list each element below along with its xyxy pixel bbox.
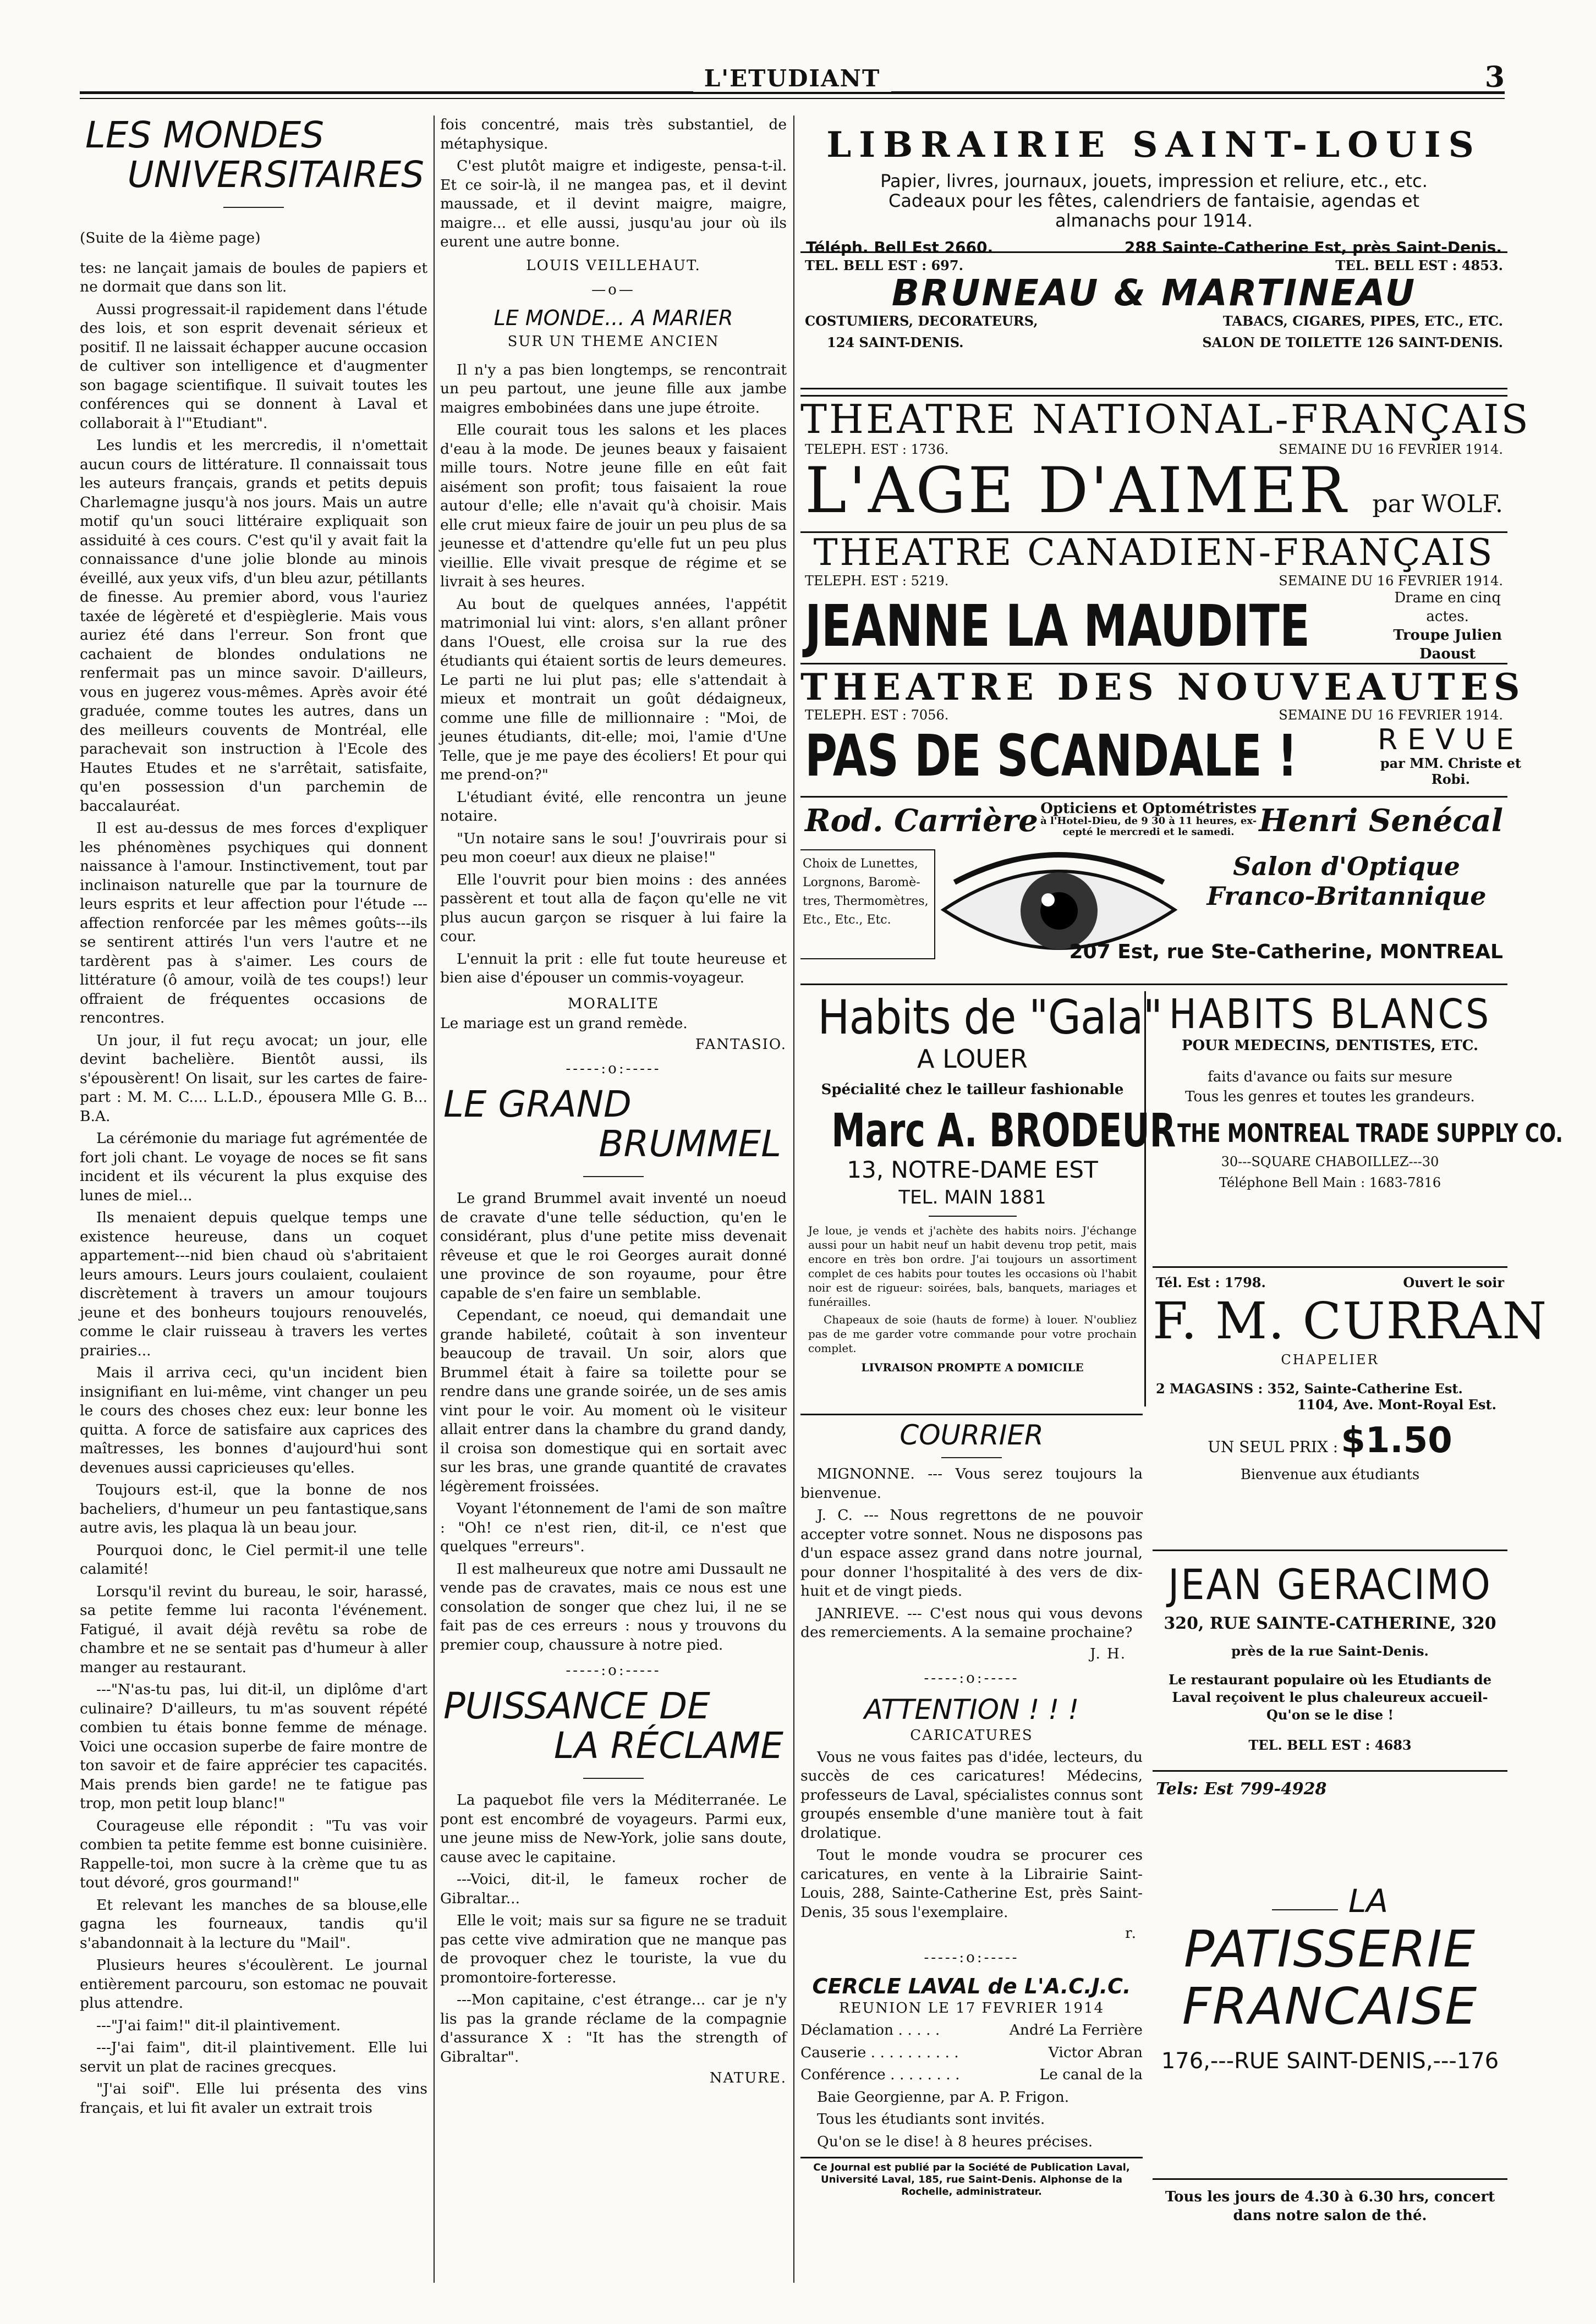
curran-stores2: 1104, Ave. Mont-Royal Est. xyxy=(1297,1397,1496,1413)
signature: FANTASIO. xyxy=(695,1036,787,1053)
theatre-national-week: SEMAINE DU 16 FEVRIER 1914. xyxy=(1279,442,1503,457)
courrier-item: J. C. --- Nous regrettons de ne pouvoir accepter votre sonnet. Nous ne disposons pas d'un espace assez grand dans notre journal, pour donner l'hospitalité à des vers de dix-huit et de vingt pieds. xyxy=(800,1507,1143,1600)
theatre-nouveautes-play: PAS DE SCANDALE ! xyxy=(805,722,1298,789)
column-middle xyxy=(440,116,787,2283)
article-paragraph: "J'ai soif". Elle lui présenta des vins français, et lui fit avaler un extrait trois xyxy=(80,2080,427,2117)
moralite-text: Le mariage est un grand remède. xyxy=(440,1014,688,1032)
gala-livraison: LIVRAISON PROMPTE A DOMICILE xyxy=(861,1361,1084,1374)
article-paragraph: Cependant, ce noeud, qui demandait une grande habileté, coûtait à son inventeur beaucoup de travail. Un soir, alors que Brummel était à faire sa toilette pour se rendre dans une grande soirée, un de ses amis vint pour le voir. Au moment où le visiteur allait entrer dans la chambre du grand dandy, il croisa son domestique qui en sortait avec sur les bras, une grande quantité de cravates légèrement froissées. xyxy=(440,1307,787,1495)
curran-price-label: UN SEUL PRIX : xyxy=(1208,1438,1339,1456)
article-title-line1: LES MONDES xyxy=(85,114,325,156)
theatre-canadien-play-row xyxy=(800,589,1507,663)
gala-body: Je loue, je vends et j'achète des habits noirs. J'échange aussi pour un habit neuf un habit devenu trop petit, mais encore en très bon ordre. J'ai toujours un assortiment complet de ces habits pour toutes les occasions où l'habit noir est de rigueur: soirées, bals, banquets, mariages et funérailles. xyxy=(808,1224,1137,1309)
article-paragraph: Aussi progressait-il rapidement dans l'étude des lois, et son esprit devenait sérieux et positif. Il ne laissait échapper aucune occasion de cultiver son intelligence et d'augmenter son bagage scientifique. Il suivait toutes les conférences qui se donnent à Laval et collaborait à l'"Etudiant". xyxy=(80,300,427,432)
ad-theatre-nouveautes xyxy=(800,666,1526,798)
optique-salon-line1: Salon d'Optique xyxy=(1233,851,1460,881)
librairie-name: LIBRAIRIE SAINT-LOUIS xyxy=(826,124,1482,166)
theatre-nouveautes-details xyxy=(1378,724,1523,787)
ad-theatre-national xyxy=(800,395,1531,533)
curran-top-row xyxy=(1153,1274,1507,1290)
cercle-row-value: André La Ferrière xyxy=(1009,2021,1143,2039)
curran-price-row xyxy=(1153,1420,1507,1461)
masthead-rule-thin xyxy=(80,98,1505,99)
ad-curran xyxy=(1153,1268,1548,1551)
optique-center-line3: cepté le mercredi et le samedi. xyxy=(1062,826,1235,838)
optique-item: tres, Thermomètres, xyxy=(803,894,929,908)
article-paragraph: ---Voici, dit-il, le fameux rocher de Gibraltar... xyxy=(440,1871,787,1907)
optique-center-line2: à l'Hotel-Dieu, de 9 30 à 11 heures, ex- xyxy=(1040,815,1257,827)
separator: -----:o:----- xyxy=(924,1669,1019,1686)
article-paragraph: ---J'ai faim", dit-il plaintivement. Elle lui servit un plat de racines grecques. xyxy=(80,2039,427,2075)
article-paragraph: Pourquoi donc, le Ciel permit-il une telle calamité! xyxy=(80,1541,427,1578)
ad-theatre-canadien xyxy=(800,532,1507,664)
separator: -----:o:----- xyxy=(566,1662,661,1679)
article-paragraph: Toujours est-il, que la bonne de nos bacheliers, d'humeur un peu fantastique,sans autre avis, les plaqua là un beau jour. xyxy=(80,1481,427,1536)
article-paragraph: Il n'y a pas bien longtemps, se rencontrait un peu partout, une jeune fille aux jambe maigres embobinées dans une jupe étroite. xyxy=(440,361,787,416)
habits-blancs-title: HABITS BLANCS xyxy=(1169,991,1491,1038)
ad-geracimo xyxy=(1153,1551,1507,1772)
cercle-dise: Qu'on se le dise! à 8 heures précises. xyxy=(817,2133,1093,2150)
theatre-canadien-details xyxy=(1392,589,1503,663)
attention-title: ATTENTION ! ! ! xyxy=(864,1693,1079,1726)
habits-blancs-subtitle: POUR MEDECINS, DENTISTES, ETC. xyxy=(1181,1037,1479,1054)
curran-name: F. M. CURRAN xyxy=(1153,1292,1548,1350)
theatre-nouveautes-info xyxy=(800,707,1507,723)
bruneau-name: BRUNEAU & MARTINEAU xyxy=(891,272,1417,314)
cercle-row-value: Victor Abran xyxy=(1048,2043,1143,2061)
ad-patisserie xyxy=(1153,1772,1507,2274)
habits-blancs-address: 30---SQUARE CHABOILLEZ---30 xyxy=(1221,1154,1439,1169)
article-paragraph: Elle courait tous les salons et les places d'eau à la mode. De jeunes beaux y faisaient mille tours. Notre jeune fille en eût fait aisément son profit; tous faisaient la roue autour d'elle; elle n'avait qu'à choisir. Mais elle crut mieux faire de jouir un peu plus de sa jeunesse et d'attendre qu'elle fut un peu plus vieillie. Elle vivait presque de régime et se livrait à ses heures. xyxy=(440,421,787,590)
bruneau-tel-left: TEL. BELL EST : 697. xyxy=(805,257,963,273)
article-paragraph: "Un notaire sans le sou! J'ouvrirais pour si peu mon coeur! aux dieux ne plaise!" xyxy=(440,829,787,866)
signature: J. H. xyxy=(1090,1645,1126,1662)
attention-paragraph: Vous ne vous faites pas d'idée, lecteurs, du succès de ces caricatures! Médecins, professeurs de Laval, spécialistes connus sont groupés ensemble d'une manière tout à fait drolatique. xyxy=(800,1748,1143,1842)
theatre-canadien-play: JEANNE LA MAUDITE xyxy=(805,592,1310,660)
cercle-row xyxy=(800,2043,1143,2063)
article-paragraph: La paquebot file vers la Méditerranée. Le pont est encombré de voyageurs. Parmi eux, une jeune miss de New-York, jolie sans doute, cause avec le capitaine. xyxy=(440,1792,787,1866)
patisserie-tels: Tels: Est 799-4928 xyxy=(1156,1779,1327,1799)
curran-price: $1.50 xyxy=(1341,1420,1452,1461)
signature: LOUIS VEILLEHAUT. xyxy=(526,257,701,274)
article-paragraph: Ils menaient depuis quelque temps une existence heureuse, dans un coquet appartement---nid bien chaud où s'abritaient leurs amours. Leurs jours coulaient, coulaient discrètement à travers un amour toujours jeune et des bonheurs toujours renouvelés, comme le clair ruisseau à travers les vertes prairies... xyxy=(80,1209,427,1359)
article-paragraph: fois concentré, mais très substantiel, de métaphysique. xyxy=(440,116,787,152)
optique-item: Choix de Lunettes, xyxy=(803,857,918,871)
theatre-nouveautes-name: THEATRE DES NOUVEAUTES xyxy=(800,666,1526,708)
bruneau-left2: 124 SAINT-DENIS. xyxy=(827,334,964,350)
courrier-item: MIGNONNE. --- Vous serez toujours la bienvenue. xyxy=(800,1465,1143,1502)
gala-title: Habits de "Gala" xyxy=(818,990,1162,1045)
gala-tel: TEL. MAIN 1881 xyxy=(898,1186,1046,1208)
separator: -----:o:----- xyxy=(566,1061,661,1077)
curran-tel: Tél. Est : 1798. xyxy=(1156,1274,1266,1290)
optique-salon-line2: Franco-Britannique xyxy=(1206,881,1487,911)
separator: —o— xyxy=(591,281,635,298)
ad-optique xyxy=(800,802,1507,985)
ad-habits-blancs xyxy=(1153,991,1563,1268)
optique-item: Lorgnons, Baromè- xyxy=(803,876,920,889)
patisserie-name1: PATISSERIE xyxy=(1183,1920,1477,1979)
bruneau-tels xyxy=(800,254,1507,273)
optique-center-line1: Opticiens et Optométristes xyxy=(1040,800,1257,817)
monde-title: LE MONDE... A MARIER xyxy=(493,305,733,330)
article-paragraph: Le grand Brummel avait inventé un noeud de cravate d'une telle séduction, qu'en le considérant, plus d'une petite miss devenait rêveuse et que le roi Georges aurait donné une province de son royaume, pour être capable de s'en faire un semblable. xyxy=(440,1190,787,1302)
continued-note: (Suite de la 4ième page) xyxy=(80,229,261,246)
section-rule xyxy=(800,2157,1143,2158)
article-paragraph: Elle l'ouvrit pour bien moins : des années passèrent et tout alla de façon qu'elle ne vit plus aucun garçon se risquer à lui faire la cour. xyxy=(440,871,787,945)
theatre-nouveautes-tel: TELEPH. EST : 7056. xyxy=(805,707,949,723)
geracimo-address: 320, RUE SAINTE-CATHERINE, 320 xyxy=(1164,1614,1496,1633)
right-ads-column xyxy=(1153,991,1563,2273)
title-rule xyxy=(583,1176,644,1177)
signature: r. xyxy=(1125,1925,1137,1942)
patisserie-rule-bottom xyxy=(1153,2178,1507,2180)
theatre-national-name: THEATRE NATIONAL-FRANÇAIS xyxy=(800,396,1531,442)
ad-bruneau-martineau xyxy=(800,254,1507,389)
article-paragraph: L'ennuit la prit : elle fut toute heureuse et bien aise d'épouser un commis-voyageur. xyxy=(440,950,787,986)
title-rule xyxy=(223,207,284,208)
optique-salon xyxy=(1186,851,1507,911)
article-paragraph: tes: ne lançait jamais de boules de papiers et ne dormait que dans son lit. xyxy=(80,259,427,295)
librairie-address: 288 Sainte-Catherine Est, près Saint-Denis. xyxy=(1124,238,1502,256)
theatre-nouveautes-play-row xyxy=(800,722,1524,789)
ad-habits-gala xyxy=(800,990,1176,1407)
theatre-canadien-name: THEATRE CANADIEN-FRANÇAIS xyxy=(813,531,1495,574)
publisher-note: Ce Journal est publié par la Société de Publication Laval, Université Laval, 185, rue Saint-Denis. Alphonse de la Rochelle, administrateur. xyxy=(813,2162,1130,2197)
section-rule xyxy=(800,1414,1143,1415)
article-paragraph: Et relevant les manches de sa blouse,elle gagna les fourneaux, tandis qu'il s'abandonnait à la lecture du "Mail". xyxy=(80,1896,427,1952)
theatre-national-tel: TELEPH. EST : 1736. xyxy=(805,442,949,457)
theatre-national-play: L'AGE D'AIMER xyxy=(805,454,1348,527)
bruneau-line2 xyxy=(800,329,1507,350)
cercle-row xyxy=(800,2065,1143,2085)
cercle-row-label: Conférence . . . . . . . . xyxy=(800,2066,960,2083)
habits-blancs-phone: Téléphone Bell Main : 1683-7816 xyxy=(1219,1175,1441,1190)
theatre-canadien-genre: Drame en cinq actes. xyxy=(1394,590,1501,625)
cercle-conference-cont: Baie Georgienne, par A. P. Frigon. xyxy=(817,2088,1070,2106)
masthead xyxy=(80,61,1505,111)
theatre-nouveautes-authors: par MM. Christe et Robi. xyxy=(1380,755,1521,787)
article-paragraph: Mais il arriva ceci, qu'un incident bien insignifiant en lui-même, vint changer un peu le cours des choses chez eux: leur bonne les quitta. A force de satisfaire aux caprices des maîtresses, les bonnes d'aujourd'hui sont devenues aussi capricieuses qu'elles. xyxy=(80,1364,427,1476)
column-rule xyxy=(793,116,794,2283)
article-paragraph: L'étudiant évité, elle rencontra un jeune notaire. xyxy=(440,788,787,825)
title-rule xyxy=(941,1457,1002,1458)
curran-welcome: Bienvenue aux étudiants xyxy=(1240,1466,1420,1483)
reclame-title-line2: LA RÉCLAME xyxy=(553,1724,783,1767)
patisserie-la: LA xyxy=(1348,1882,1389,1920)
patisserie-address: 176,---RUE SAINT-DENIS,---176 xyxy=(1161,2048,1499,2074)
optique-address: 207 Est, rue Ste-Catherine, MONTREAL xyxy=(1069,941,1503,963)
separator: -----:o:----- xyxy=(924,1949,1019,1966)
courrier-title: COURRIER xyxy=(900,1419,1044,1451)
article-paragraph: Lorsqu'il revint du bureau, le soir, harassé, sa petite femme lui raconta l'événement. Fatigué, il avait déjà revêtu sa robe de chambre et ne se sentait pas d'humeur à aller manger au restaurant. xyxy=(80,1583,427,1676)
optique-center xyxy=(1040,800,1257,838)
paper-name: L'ETUDIANT xyxy=(80,65,1505,92)
gala-chapeaux: Chapeaux de soie (hauts de forme) à louer. N'oubliez pas de me garder votre commande pour votre prochain complet. xyxy=(808,1313,1137,1355)
article-paragraph: C'est plutôt maigre et indigeste, pensa-t-il. Et ce soir-là, il ne mangea pas, et il devint maussade, et il devint maigre, maigre, maigre... et elle aussi, jusqu'au jour où ils eurent une autre bonne. xyxy=(440,157,787,250)
librairie-phone: Téléph. Bell Est 2660. xyxy=(806,238,994,256)
gala-tailor: Marc A. BRODEUR xyxy=(831,1103,1176,1157)
cercle-row-value: Le canal de la xyxy=(1039,2066,1143,2083)
article-paragraph: Au bout de quelques années, l'appétit matrimonial lui vint: alors, s'en allant prôner dans l'Ouest, elle croisa sur la rue des étudiants qui étaient sortis de leurs demeures. Le parti ne lui plut pas; elle s'attendait à mieux et montrait un goût dédaigneux, comme une fille de millionnaire : "Moi, de jeunes étudiants, dit-elle; moi, l'amie d'Une Telle, que je me paye des écoliers! Et pour qui me prend-on?" xyxy=(440,595,787,783)
optique-name-right: Henri Senécal xyxy=(1259,802,1503,839)
theatre-national-play-row xyxy=(800,454,1507,527)
courrier-item: JANRIEVE. --- C'est nous qui vous devons des remerciements. A la semaine prochaine? xyxy=(800,1605,1143,1641)
geracimo-near: près de la rue Saint-Denis. xyxy=(1231,1643,1429,1659)
bruneau-tel-right: TEL. BELL EST : 4853. xyxy=(1335,257,1503,273)
page-number: 3 xyxy=(1484,61,1505,94)
courrier-section xyxy=(800,1414,1143,2283)
geracimo-tel: TEL. BELL EST : 4683 xyxy=(1248,1737,1412,1753)
ad-librairie xyxy=(800,122,1507,256)
article-paragraph: Il est au-dessus de mes forces d'expliquer les phénomènes psychiques qui donnent naissance à l'amour. Instinctivement, tout par inclinaison naturelle que par la tournure de leurs esprits et leur affection pour l'étude --- affection renforcée par les mêmes goûts---ils se sentirent attirés l'un vers l'autre et ne tardèrent pas à s'aimer. Les cours de littérature (ô amour, voilà de tes coups!) leur offraient de fréquentes occasions de rencontres. xyxy=(80,820,427,1026)
habits-blancs-line1: faits d'avance ou faits sur mesure xyxy=(1208,1069,1452,1085)
optique-name-left: Rod. Carrière xyxy=(805,802,1038,839)
curran-stores: 2 MAGASINS : 352, Sainte-Catherine Est. xyxy=(1156,1381,1463,1397)
article-paragraph: ---"J'ai faim!" dit-il plaintivement. xyxy=(96,2017,341,2034)
cercle-row-label: Causerie . . . . . . . . . . xyxy=(800,2043,959,2061)
article-title-line2: UNIVERSITAIRES xyxy=(127,153,424,196)
optique-header xyxy=(800,802,1507,838)
reclame-title-line1: PUISSANCE DE xyxy=(443,1685,710,1727)
theatre-canadien-info xyxy=(800,573,1507,589)
brummel-title-line1: LE GRAND xyxy=(443,1083,632,1125)
optique-item: Etc., Etc., Etc. xyxy=(803,913,891,927)
patisserie-hours: Tous les jours de 4.30 à 6.30 hrs, concert dans notre salon de thé. xyxy=(1165,2189,1495,2224)
article-paragraph: Plusieurs heures s'écoulèrent. Le journal entièrement parcouru, son estomac ne pouvait plus attendre. xyxy=(80,1957,427,2012)
column-les-mondes xyxy=(80,116,427,2283)
bruneau-right1: TABACS, CIGARES, PIPES, ETC., ETC. xyxy=(1222,313,1503,329)
column-advertisements xyxy=(800,116,1563,2283)
signature: NATURE. xyxy=(709,2070,787,2086)
bruneau-left1: COSTUMIERS, DECORATEURS, xyxy=(805,313,1038,329)
theatre-canadien-tel: TELEPH. EST : 5219. xyxy=(805,573,949,589)
bruneau-line1 xyxy=(800,313,1507,329)
gala-rule xyxy=(929,1216,1017,1217)
cercle-invite: Tous les étudiants sont invités. xyxy=(817,2111,1045,2128)
column-rule xyxy=(434,116,435,2283)
attention-subtitle: CARICATURES xyxy=(910,1727,1033,1744)
librairie-contact xyxy=(800,230,1507,256)
geracimo-name: JEAN GERACIMO xyxy=(1168,1560,1492,1609)
cercle-row-label: Déclamation . . . . . xyxy=(800,2021,940,2039)
article-paragraph: ---Mon capitaine, c'est étrange... car je n'y lis pas la grande réclame de la compagnie d'assurance X : "It has the strength of Gibraltar". xyxy=(440,1991,787,2065)
monde-subtitle: SUR UN THEME ANCIEN xyxy=(507,333,720,350)
gala-specialite: Spécialité chez le tailleur fashionable xyxy=(821,1081,1124,1098)
article-paragraph: Courageuse elle répondit : "Tu vas voir combien ta petite femme est bonne cuisinière. Rappelle-toi, mon sucre à la crème que tu as tout dévoré, gros gourmand!" xyxy=(80,1817,427,1891)
article-paragraph: ---"N'as-tu pas, lui dit-il, un diplôme d'art culinaire? D'ailleurs, tu m'as souvent répété combien tu étais bonne femme de ménage. Voici une occasion superbe de faire montre de ton savoir et de faire apprécier tes capacités. Mais prends bien garde! ne te fatigue pas trop, mon petit loup blanc!" xyxy=(80,1681,427,1812)
bruneau-right2: SALON DE TOILETTE 126 SAINT-DENIS. xyxy=(1202,334,1503,350)
article-paragraph: Un jour, il fut reçu avocat; un jour, elle devint bachelière. Bientôt aussi, ils s'épousèrent! On lisait, sur les cartes de faire-part : M. M. C.... L.L.D., épousera Mlle G. B... B.A. xyxy=(80,1031,427,1125)
curran-open: Ouvert le soir xyxy=(1403,1274,1504,1290)
gala-address: 13, NOTRE-DAME EST xyxy=(847,1156,1098,1183)
librairie-desc: Papier, livres, journaux, jouets, impression et reliure, etc., etc. Cadeaux pour les fêtes, calendriers de fantaisie, agendas et almanachs pour 1914. xyxy=(880,171,1428,231)
title-rule xyxy=(583,1778,644,1779)
article-body xyxy=(80,259,427,2118)
geracimo-text: Le restaurant populaire où les Etudiants de Laval reçoivent le plus chaleureux accueil- Qu'on se le dise ! xyxy=(1169,1672,1491,1723)
attention-paragraph: Tout le monde voudra se procurer ces caricatures, en vente à la Librairie Saint-Louis, 288, Sainte-Catherine Est, près Saint-Denis, 35 sous l'exemplaire. xyxy=(800,1847,1143,1921)
patisserie-name2: FRANCAISE xyxy=(1182,1977,1478,2036)
article-paragraph: La cérémonie du mariage fut agrémentée de fort joli chant. Le voyage de noces se fit sans incident et ils vécurent la plus exquise des lunes de miel... xyxy=(80,1130,427,1204)
cercle-subtitle: REUNION LE 17 FEVRIER 1914 xyxy=(838,2000,1105,2017)
theatre-nouveautes-week: SEMAINE DU 16 FEVRIER 1914. xyxy=(1279,707,1503,723)
article-paragraph: Elle le voit; mais sur sa figure ne se traduit pas cette vive admiration que ne manque pas de provoquer chez le touriste, la vue du promontoire-forteresse. xyxy=(440,1912,787,1986)
habits-blancs-company: THE MONTREAL TRADE SUPPLY CO. xyxy=(1177,1118,1563,1148)
article-paragraph: Les lundis et les mercredis, il n'omettait aucun cours de littérature. Il connaissait tous les auteurs français, grands et petits depuis Charlemagne jusqu'à nos jours. Mais un autre motif qu'un souci littéraire expliquait son assiduité à ces cours. C'est qu'il y avait fait la connaissance d'une jolie blonde au minois éveillé, aux yeux vifs, d'un bleu azur, pétillants de finesse. Au premier abord, vous l'auriez taxée de légèreté et d'espièglerie. Mais vous auriez été dans l'erreur. Son front que cachaient de blondes ondulations ne renfermait pas un mince savoir. D'ailleurs, vous en jugerez vous-mêmes. Après avoir été graduée, comme toutes les autres, dans un des meilleurs couvents de Montréal, elle parachevait son instruction à l'Ecole des Hautes Etudes et ne s'arrêtait, satisfaite, qu'en possession d'un parchemin de baccalauréat. xyxy=(80,437,427,815)
habits-blancs-line2: Tous les genres et toutes les grandeurs. xyxy=(1185,1089,1475,1105)
cercle-row xyxy=(800,2021,1143,2040)
article-paragraph: Voyant l'étonnement de l'ami de son maître : "Oh! ce n'est rien, dit-il, ce n'est que quelques "erreurs". xyxy=(440,1500,787,1555)
optique-items-box xyxy=(800,849,935,959)
theatre-national-author: par WOLF. xyxy=(1372,490,1503,518)
patisserie-rule xyxy=(1272,1909,1338,1910)
article-paragraph: Il est malheureux que notre ami Dussault ne vende pas de cravates, mais ce nous est une consolation de songer que chez lui, il ne se fait pas de ces erreurs : nous y trouvons du premier coup, chaussure à notre pied. xyxy=(440,1560,787,1653)
brummel-title-line2: BRUMMEL xyxy=(599,1123,781,1165)
gala-subtitle: A LOUER xyxy=(917,1044,1028,1074)
theatre-canadien-troupe: Troupe Julien Daoust xyxy=(1393,627,1502,662)
theatre-nouveautes-kind: REVUE xyxy=(1378,723,1524,756)
cercle-title: CERCLE LAVAL de L'A.C.J.C. xyxy=(812,1974,1131,1998)
curran-trade: CHAPELIER xyxy=(1281,1352,1379,1367)
moralite-label: MORALITE xyxy=(567,995,660,1012)
theatre-canadien-week: SEMAINE DU 16 FEVRIER 1914. xyxy=(1279,573,1503,589)
patisserie-la-row xyxy=(1153,1881,1507,1921)
